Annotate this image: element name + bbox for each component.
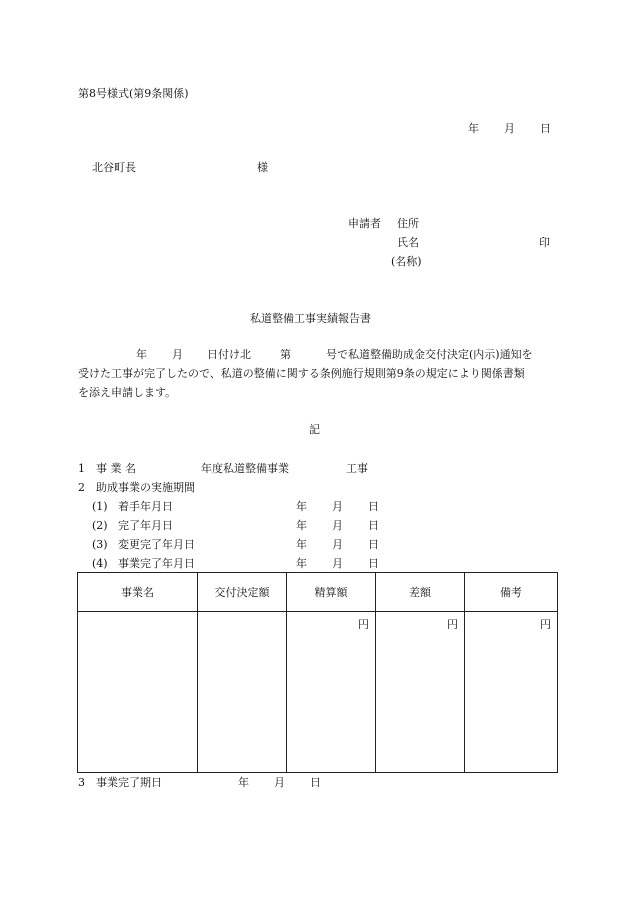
sub-item-day: 日	[368, 519, 379, 532]
ki-heading: 記	[309, 423, 320, 436]
body-no: 第	[280, 348, 291, 361]
body-line2: 受けた工事が完了したので、私道の整備に関する条例施行規則第9条の規定により関係書類	[78, 367, 525, 380]
sub-item-number: (4)	[92, 557, 108, 570]
addressee-name: 北谷町長	[92, 161, 136, 174]
sub-item-number: (2)	[92, 519, 108, 532]
unit-label	[198, 612, 286, 616]
item3-year: 年	[238, 776, 249, 789]
table-row	[78, 612, 558, 773]
body-line1-rest: 号で私道整備助成金交付決定(内示)通知を	[326, 348, 533, 361]
sub-item-month: 月	[332, 500, 343, 513]
unit-label	[78, 612, 197, 616]
applicant-address-label: 住所	[397, 217, 419, 230]
header-difference: 差額	[376, 573, 465, 612]
date-year: 年	[468, 122, 479, 135]
cell-project-name[interactable]	[78, 612, 198, 773]
document-title: 私道整備工事実績報告書	[250, 312, 371, 325]
applicant-name-label: 氏名	[397, 236, 419, 249]
sub-item-year: 年	[296, 538, 307, 551]
cell-settlement-amount[interactable]	[287, 612, 376, 773]
item1-mid: 年度私道整備事業	[201, 462, 289, 475]
sub-item-number: (1)	[92, 500, 108, 513]
item2-label: 助成事業の実施期間	[96, 481, 195, 494]
sub-item-number: (3)	[92, 538, 108, 551]
date-day: 日	[540, 122, 551, 135]
sub-item-label: 変更完了年月日	[118, 538, 195, 551]
sub-item-day: 日	[368, 538, 379, 551]
sub-item-year: 年	[296, 557, 307, 570]
form-number: 第8号様式(第9条関係)	[78, 87, 189, 100]
date-month: 月	[504, 122, 515, 135]
header-settlement-amount: 精算額	[287, 573, 376, 612]
sub-item-month: 月	[332, 538, 343, 551]
table-header-row	[78, 573, 558, 612]
body-month: 月	[172, 348, 183, 361]
applicant-label: 申請者	[348, 217, 381, 230]
item3-number: 3	[78, 776, 85, 789]
sub-item-month: 月	[332, 519, 343, 532]
item1-label: 事 業 名	[96, 462, 136, 475]
item3-day: 日	[310, 776, 321, 789]
seal-mark: 印	[539, 236, 550, 249]
applicant-company-label: (名称)	[391, 255, 422, 268]
sub-item-day: 日	[368, 557, 379, 570]
item3-label: 事業完了期日	[96, 776, 162, 789]
project-summary-table	[77, 572, 558, 773]
header-remarks: 備考	[465, 573, 558, 612]
item1-end: 工事	[346, 462, 368, 475]
header-grant-decision-amount: 交付決定額	[198, 573, 287, 612]
sub-item-label: 着手年月日	[118, 500, 173, 513]
cell-grant-decision-amount[interactable]	[198, 612, 287, 773]
sub-item-label: 事業完了年月日	[118, 557, 195, 570]
item1-number: 1	[78, 462, 85, 475]
body-line3: を添え申請します。	[78, 386, 177, 399]
cell-remarks[interactable]	[465, 612, 558, 773]
unit-label: 円	[447, 618, 458, 631]
header-project-name: 事業名	[78, 573, 198, 612]
unit-label: 円	[540, 618, 551, 631]
sub-item-label: 完了年月日	[118, 519, 173, 532]
item2-number: 2	[78, 481, 85, 494]
cell-difference[interactable]	[376, 612, 465, 773]
sub-item-day: 日	[368, 500, 379, 513]
body-date-ref: 日付け北	[207, 348, 251, 361]
unit-label: 円	[358, 618, 369, 631]
sub-item-year: 年	[296, 500, 307, 513]
item3-month: 月	[274, 776, 285, 789]
sub-item-year: 年	[296, 519, 307, 532]
sub-item-month: 月	[332, 557, 343, 570]
addressee-honorific: 様	[257, 161, 268, 174]
body-year: 年	[136, 348, 147, 361]
